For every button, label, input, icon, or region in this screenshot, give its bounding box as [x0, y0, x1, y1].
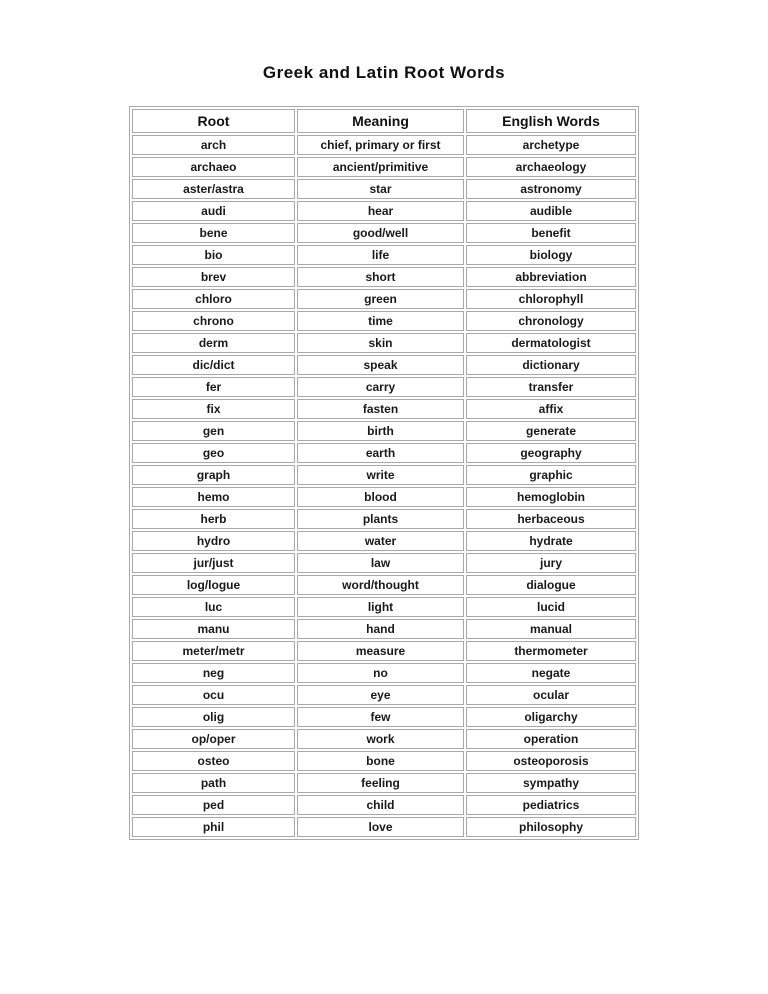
- table-row: [132, 729, 636, 749]
- english-word-cell: dermatologist: [466, 333, 636, 353]
- meaning-cell: write: [297, 465, 464, 485]
- meaning-cell: eye: [297, 685, 464, 705]
- page-title: Greek and Latin Root Words: [262, 63, 506, 82]
- english-word-cell: transfer: [466, 377, 636, 397]
- english-word-cell: thermometer: [466, 641, 636, 661]
- table-row: [132, 135, 636, 155]
- root-cell: aster/astra: [132, 179, 295, 199]
- english-word-cell: ocular: [466, 685, 636, 705]
- table-row: [132, 443, 636, 463]
- meaning-cell: no: [297, 663, 464, 683]
- table-row: [132, 487, 636, 507]
- english-word-cell: osteoporosis: [466, 751, 636, 771]
- table-body: [132, 135, 636, 837]
- table-row: [132, 311, 636, 331]
- root-cell: fer: [132, 377, 295, 397]
- root-cell: hemo: [132, 487, 295, 507]
- meaning-cell: feeling: [297, 773, 464, 793]
- meaning-cell: word/thought: [297, 575, 464, 595]
- english-word-cell: chronology: [466, 311, 636, 331]
- english-word-cell: audible: [466, 201, 636, 221]
- meaning-cell: chief, primary or first: [297, 135, 464, 155]
- table-row: [132, 289, 636, 309]
- table-row: [132, 179, 636, 199]
- meaning-cell: measure: [297, 641, 464, 661]
- root-cell: olig: [132, 707, 295, 727]
- table-row: [132, 399, 636, 419]
- root-cell: fix: [132, 399, 295, 419]
- english-word-cell: oligarchy: [466, 707, 636, 727]
- english-word-cell: operation: [466, 729, 636, 749]
- root-cell: meter/metr: [132, 641, 295, 661]
- table-row: [132, 377, 636, 397]
- root-cell: chrono: [132, 311, 295, 331]
- meaning-cell: work: [297, 729, 464, 749]
- meaning-cell: few: [297, 707, 464, 727]
- root-cell: op/oper: [132, 729, 295, 749]
- root-words-table: [129, 106, 639, 840]
- meaning-cell: hand: [297, 619, 464, 639]
- meaning-cell: plants: [297, 509, 464, 529]
- english-word-cell: biology: [466, 245, 636, 265]
- root-cell: osteo: [132, 751, 295, 771]
- root-cell: dic/dict: [132, 355, 295, 375]
- root-cell: brev: [132, 267, 295, 287]
- table-row: [132, 333, 636, 353]
- table-row: [132, 201, 636, 221]
- root-cell: geo: [132, 443, 295, 463]
- meaning-cell: life: [297, 245, 464, 265]
- english-word-cell: pediatrics: [466, 795, 636, 815]
- meaning-cell: law: [297, 553, 464, 573]
- table-row: [132, 795, 636, 815]
- meaning-cell: bone: [297, 751, 464, 771]
- meaning-cell: blood: [297, 487, 464, 507]
- column-header-root: Root: [132, 109, 295, 133]
- meaning-cell: child: [297, 795, 464, 815]
- root-cell: bene: [132, 223, 295, 243]
- root-cell: log/logue: [132, 575, 295, 595]
- meaning-cell: time: [297, 311, 464, 331]
- english-word-cell: dialogue: [466, 575, 636, 595]
- english-word-cell: philosophy: [466, 817, 636, 837]
- english-word-cell: negate: [466, 663, 636, 683]
- table-row: [132, 597, 636, 617]
- table-row: [132, 355, 636, 375]
- english-word-cell: graphic: [466, 465, 636, 485]
- meaning-cell: love: [297, 817, 464, 837]
- root-cell: phil: [132, 817, 295, 837]
- english-word-cell: astronomy: [466, 179, 636, 199]
- meaning-cell: star: [297, 179, 464, 199]
- meaning-cell: hear: [297, 201, 464, 221]
- root-cell: arch: [132, 135, 295, 155]
- table-row: [132, 751, 636, 771]
- table-row: [132, 663, 636, 683]
- root-cell: neg: [132, 663, 295, 683]
- root-cell: luc: [132, 597, 295, 617]
- english-word-cell: hemoglobin: [466, 487, 636, 507]
- root-cell: gen: [132, 421, 295, 441]
- root-cell: chloro: [132, 289, 295, 309]
- english-word-cell: hydrate: [466, 531, 636, 551]
- meaning-cell: carry: [297, 377, 464, 397]
- english-word-cell: abbreviation: [466, 267, 636, 287]
- table-header-row: [132, 109, 636, 133]
- table-row: [132, 157, 636, 177]
- english-word-cell: geography: [466, 443, 636, 463]
- english-word-cell: lucid: [466, 597, 636, 617]
- english-word-cell: sympathy: [466, 773, 636, 793]
- meaning-cell: ancient/primitive: [297, 157, 464, 177]
- table-row: [132, 575, 636, 595]
- table-row: [132, 773, 636, 793]
- english-word-cell: jury: [466, 553, 636, 573]
- root-cell: path: [132, 773, 295, 793]
- root-cell: bio: [132, 245, 295, 265]
- table-row: [132, 267, 636, 287]
- table-row: [132, 421, 636, 441]
- table-row: [132, 465, 636, 485]
- table-row: [132, 817, 636, 837]
- english-word-cell: archaeology: [466, 157, 636, 177]
- meaning-cell: speak: [297, 355, 464, 375]
- root-cell: jur/just: [132, 553, 295, 573]
- table-row: [132, 707, 636, 727]
- meaning-cell: water: [297, 531, 464, 551]
- english-word-cell: chlorophyll: [466, 289, 636, 309]
- table-row: [132, 531, 636, 551]
- root-cell: graph: [132, 465, 295, 485]
- english-word-cell: benefit: [466, 223, 636, 243]
- english-word-cell: manual: [466, 619, 636, 639]
- table-row: [132, 223, 636, 243]
- meaning-cell: fasten: [297, 399, 464, 419]
- table-row: [132, 553, 636, 573]
- english-word-cell: archetype: [466, 135, 636, 155]
- table-row: [132, 245, 636, 265]
- meaning-cell: green: [297, 289, 464, 309]
- english-word-cell: herbaceous: [466, 509, 636, 529]
- meaning-cell: good/well: [297, 223, 464, 243]
- meaning-cell: short: [297, 267, 464, 287]
- root-cell: manu: [132, 619, 295, 639]
- table-row: [132, 685, 636, 705]
- root-cell: hydro: [132, 531, 295, 551]
- root-cell: archaeo: [132, 157, 295, 177]
- meaning-cell: earth: [297, 443, 464, 463]
- root-cell: audi: [132, 201, 295, 221]
- table-row: [132, 619, 636, 639]
- meaning-cell: birth: [297, 421, 464, 441]
- table-row: [132, 641, 636, 661]
- english-word-cell: dictionary: [466, 355, 636, 375]
- meaning-cell: skin: [297, 333, 464, 353]
- english-word-cell: generate: [466, 421, 636, 441]
- meaning-cell: light: [297, 597, 464, 617]
- root-cell: herb: [132, 509, 295, 529]
- root-cell: derm: [132, 333, 295, 353]
- root-cell: ocu: [132, 685, 295, 705]
- column-header-english-word: English Words: [466, 109, 636, 133]
- table-row: [132, 509, 636, 529]
- root-cell: ped: [132, 795, 295, 815]
- column-header-meaning: Meaning: [297, 109, 464, 133]
- english-word-cell: affix: [466, 399, 636, 419]
